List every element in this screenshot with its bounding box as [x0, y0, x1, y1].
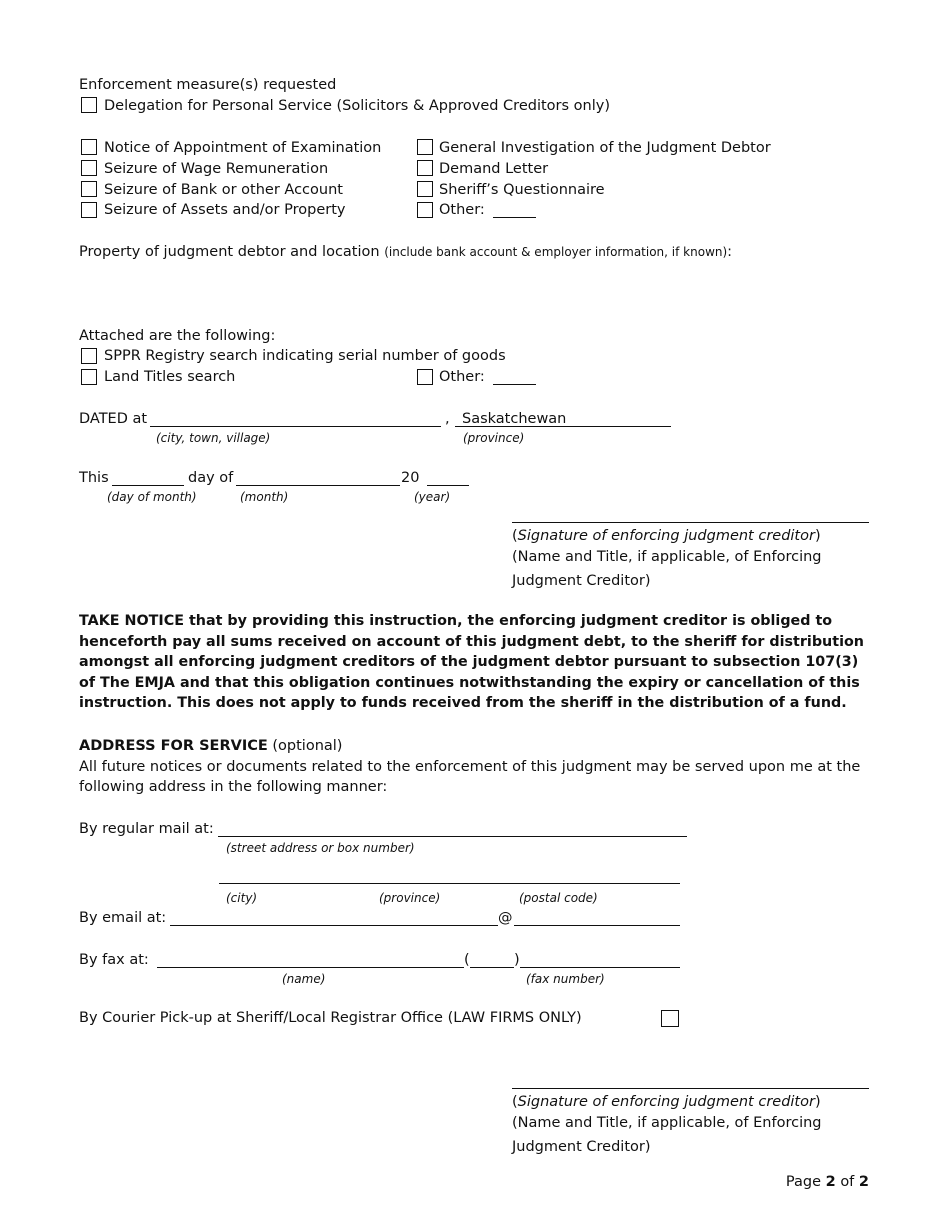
name-title-line2-2: Judgment Creditor): [512, 1139, 651, 1155]
delegation-label: Delegation for Personal Service (Solicitors & Approved Creditors only): [104, 98, 610, 114]
street-field[interactable]: [218, 836, 687, 837]
seizure-bank-label: Seizure of Bank or other Account: [104, 182, 343, 198]
email-label: By email at:: [79, 910, 167, 926]
name-title-line2: Judgment Creditor): [512, 573, 651, 589]
address-heading-line: [79, 737, 342, 755]
property-note: (include bank account & employer information, if known): [384, 245, 728, 259]
general-investigation-checkbox[interactable]: [417, 139, 433, 155]
fax-open-paren: (: [464, 952, 470, 968]
signature-line-1[interactable]: [512, 522, 869, 523]
fax-name-field[interactable]: [157, 967, 464, 968]
other-measure-label: Other:: [439, 202, 485, 218]
mail-postal-caption: (postal code): [519, 891, 598, 905]
dated-city-field[interactable]: [150, 426, 441, 427]
seizure-wage-label: Seizure of Wage Remuneration: [104, 161, 329, 177]
notice-examination-label: Notice of Appointment of Examination: [104, 140, 382, 156]
this-label: This: [79, 470, 109, 486]
sig-italic-text: Signature of enforcing judgment creditor: [517, 528, 815, 544]
general-investigation-label: General Investigation of the Judgment Debtor: [439, 140, 771, 156]
city-caption: (city, town, village): [156, 431, 271, 445]
seizure-bank-checkbox[interactable]: [81, 181, 97, 197]
email-domain-field[interactable]: [514, 925, 680, 926]
take-notice-lead: TAKE NOTICE: [79, 613, 184, 629]
fax-name-caption: (name): [282, 972, 326, 986]
year-caption: (year): [414, 490, 451, 504]
day-of-label: day of: [188, 470, 234, 486]
property-line: [79, 243, 732, 261]
page-current: 2: [825, 1174, 836, 1190]
take-notice-paragraph: [79, 611, 879, 714]
sig-open-paren: (: [512, 528, 518, 544]
demand-letter-label: Demand Letter: [439, 161, 549, 177]
other-attached-field[interactable]: [493, 384, 536, 385]
courier-checkbox[interactable]: [661, 1010, 679, 1027]
page-number: [786, 1173, 869, 1191]
mail-label: By regular mail at:: [79, 821, 214, 837]
sig-italic-text-2: Signature of enforcing judgment creditor: [517, 1094, 815, 1110]
page-word: Page: [785, 1174, 821, 1190]
seizure-assets-label: Seizure of Assets and/or Property: [104, 202, 346, 218]
fax-label: By fax at:: [79, 952, 149, 968]
fax-area-field[interactable]: [470, 967, 514, 968]
notice-examination-checkbox[interactable]: [81, 139, 97, 155]
email-user-field[interactable]: [170, 925, 498, 926]
dated-label: DATED at: [79, 411, 148, 427]
other-attached-label: Other:: [439, 369, 485, 385]
email-at-sign: @: [498, 910, 513, 926]
fax-number-caption: (fax number): [526, 972, 605, 986]
page-total: 2: [858, 1174, 869, 1190]
name-title-line1-2: (Name and Title, if applicable, of Enforcing: [512, 1115, 822, 1131]
land-titles-checkbox[interactable]: [81, 369, 97, 385]
other-measure-field[interactable]: [493, 217, 536, 218]
sig-close-paren-2: ): [814, 1094, 821, 1110]
fax-close-paren: ): [514, 952, 520, 968]
enforcement-heading: Enforcement measure(s) requested: [79, 77, 337, 93]
dated-province-value: Saskatchewan: [462, 411, 567, 427]
sheriff-questionnaire-label: Sheriff’s Questionnaire: [439, 182, 605, 198]
delegation-checkbox[interactable]: [81, 97, 97, 113]
province-caption: (province): [463, 431, 525, 445]
address-optional: (optional): [272, 738, 343, 754]
year-field[interactable]: [427, 485, 469, 486]
dated-comma: ,: [445, 411, 450, 427]
sppr-label: SPPR Registry search indicating serial number of goods: [104, 348, 506, 364]
property-label: Property of judgment debtor and location: [79, 244, 380, 260]
street-caption: (street address or box number): [226, 841, 415, 855]
land-titles-label: Land Titles search: [104, 369, 236, 385]
sheriff-questionnaire-checkbox[interactable]: [417, 181, 433, 197]
address-intro-line2: following address in the following manner:: [79, 779, 388, 795]
day-caption: (day of month): [107, 490, 197, 504]
seizure-wage-checkbox[interactable]: [81, 160, 97, 176]
fax-number-field[interactable]: [520, 967, 680, 968]
year-prefix: 20: [401, 470, 420, 486]
mail-city-caption: (city): [226, 891, 258, 905]
mail-province-caption: (province): [379, 891, 441, 905]
courier-label: By Courier Pick-up at Sheriff/Local Registrar Office (LAW FIRMS ONLY): [79, 1010, 582, 1026]
page-of-word: of: [840, 1174, 855, 1190]
day-field[interactable]: [112, 485, 184, 486]
sppr-checkbox[interactable]: [81, 348, 97, 364]
signature-caption-2: [512, 1093, 821, 1111]
other-attached-checkbox[interactable]: [417, 369, 433, 385]
signature-caption-1: [512, 527, 821, 545]
city-province-postal-field[interactable]: [219, 883, 680, 884]
take-notice-text: that by providing this instruction, the enforcing judgment creditor is obliged to henceforth pay all sums received on account of this judgment debt, to the sheriff for distribution amongst all enforcing judgment creditors of the judgment debtor pursuant to subsection 107(3) of The EMJA and that this obligation continues notwithstanding the expiry or cancellation of this instruction. This does not apply to funds received from the sheriff in the distribution of a fund.: [79, 613, 864, 712]
name-title-line1: (Name and Title, if applicable, of Enforcing: [512, 549, 822, 565]
property-colon: :: [727, 244, 733, 260]
attached-heading: Attached are the following:: [79, 328, 276, 344]
sig-open-paren-2: (: [512, 1094, 518, 1110]
month-field[interactable]: [236, 485, 400, 486]
month-caption: (month): [240, 490, 289, 504]
signature-line-2[interactable]: [512, 1088, 869, 1089]
sig-close-paren: ): [814, 528, 821, 544]
demand-letter-checkbox[interactable]: [417, 160, 433, 176]
address-heading: ADDRESS FOR SERVICE: [79, 738, 268, 754]
other-measure-checkbox[interactable]: [417, 202, 433, 218]
seizure-assets-checkbox[interactable]: [81, 202, 97, 218]
address-intro-line1: All future notices or documents related to the enforcement of this judgment may be served upon me at the: [79, 759, 861, 775]
